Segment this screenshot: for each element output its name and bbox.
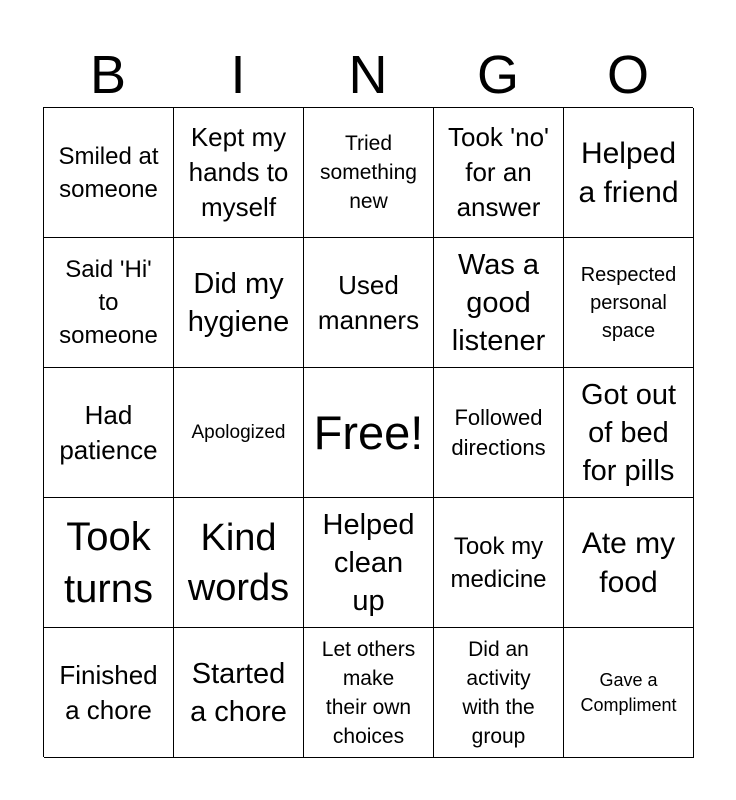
- cell-label: Smiled at someone: [58, 142, 159, 203]
- cell-label: Said 'Hi' to someone: [59, 256, 158, 349]
- bingo-cell[interactable]: [434, 498, 564, 628]
- cell-label: Started a chore: [190, 657, 287, 728]
- cell-label: Was a good listener: [451, 248, 546, 357]
- cell-label: Tried something new: [320, 132, 417, 213]
- bingo-cell[interactable]: [304, 238, 434, 368]
- cell-label: Let others make their own choices: [321, 637, 416, 748]
- cell-label: Respected personal space: [580, 263, 677, 342]
- cell-label: Got out of bed for pills: [580, 378, 677, 487]
- cell-label: Had patience: [59, 399, 158, 465]
- bingo-cell[interactable]: [434, 108, 564, 238]
- bingo-cell[interactable]: [434, 628, 564, 758]
- bingo-cell[interactable]: [174, 108, 304, 238]
- bingo-cell[interactable]: [564, 368, 694, 498]
- header-letter-g: G: [476, 45, 519, 105]
- bingo-cell[interactable]: [174, 368, 304, 498]
- header-letter-o: O: [606, 45, 649, 105]
- free-space[interactable]: [304, 368, 434, 498]
- bingo-cell[interactable]: [174, 238, 304, 368]
- bingo-cell[interactable]: [304, 498, 434, 628]
- cell-label: Did an activity with the group: [462, 637, 535, 748]
- header-letter-n: N: [348, 45, 388, 105]
- cell-label: Did my hygiene: [187, 267, 290, 338]
- cell-label: Finished a chore: [59, 659, 158, 725]
- bingo-cell[interactable]: [44, 628, 174, 758]
- bingo-cell[interactable]: [44, 368, 174, 498]
- bingo-cell[interactable]: [564, 628, 694, 758]
- cell-label: Kept my hands to myself: [188, 122, 289, 222]
- cell-label: Used manners: [317, 269, 420, 335]
- bingo-cell[interactable]: [304, 628, 434, 758]
- cell-label: Followed directions: [451, 404, 546, 460]
- free-space-label: Free!: [313, 405, 424, 459]
- bingo-cell[interactable]: [434, 238, 564, 368]
- cell-label: Ate my food: [581, 526, 676, 599]
- bingo-cell[interactable]: [564, 238, 694, 368]
- cell-label: Took my medicine: [450, 532, 547, 593]
- cell-label: Kind words: [187, 516, 290, 609]
- cell-label: Took 'no' for an answer: [448, 122, 549, 222]
- bingo-cell[interactable]: [434, 368, 564, 498]
- bingo-cell[interactable]: [304, 108, 434, 238]
- cell-label: Gave a Compliment: [580, 669, 677, 715]
- bingo-cell[interactable]: [44, 238, 174, 368]
- bingo-cell[interactable]: [174, 628, 304, 758]
- bingo-grid: [43, 107, 693, 757]
- bingo-cell[interactable]: [174, 498, 304, 628]
- cell-label: Took turns: [64, 514, 153, 611]
- bingo-cell[interactable]: [44, 498, 174, 628]
- bingo-cell[interactable]: [564, 108, 694, 238]
- cell-label: Apologized: [191, 421, 286, 443]
- bingo-cell[interactable]: [564, 498, 694, 628]
- cell-label: Helped clean up: [322, 508, 415, 617]
- header-letter-b: B: [89, 45, 127, 105]
- header-letter-i: I: [230, 45, 246, 105]
- bingo-cell[interactable]: [44, 108, 174, 238]
- bingo-header: [43, 44, 693, 106]
- cell-label: Helped a friend: [578, 136, 679, 209]
